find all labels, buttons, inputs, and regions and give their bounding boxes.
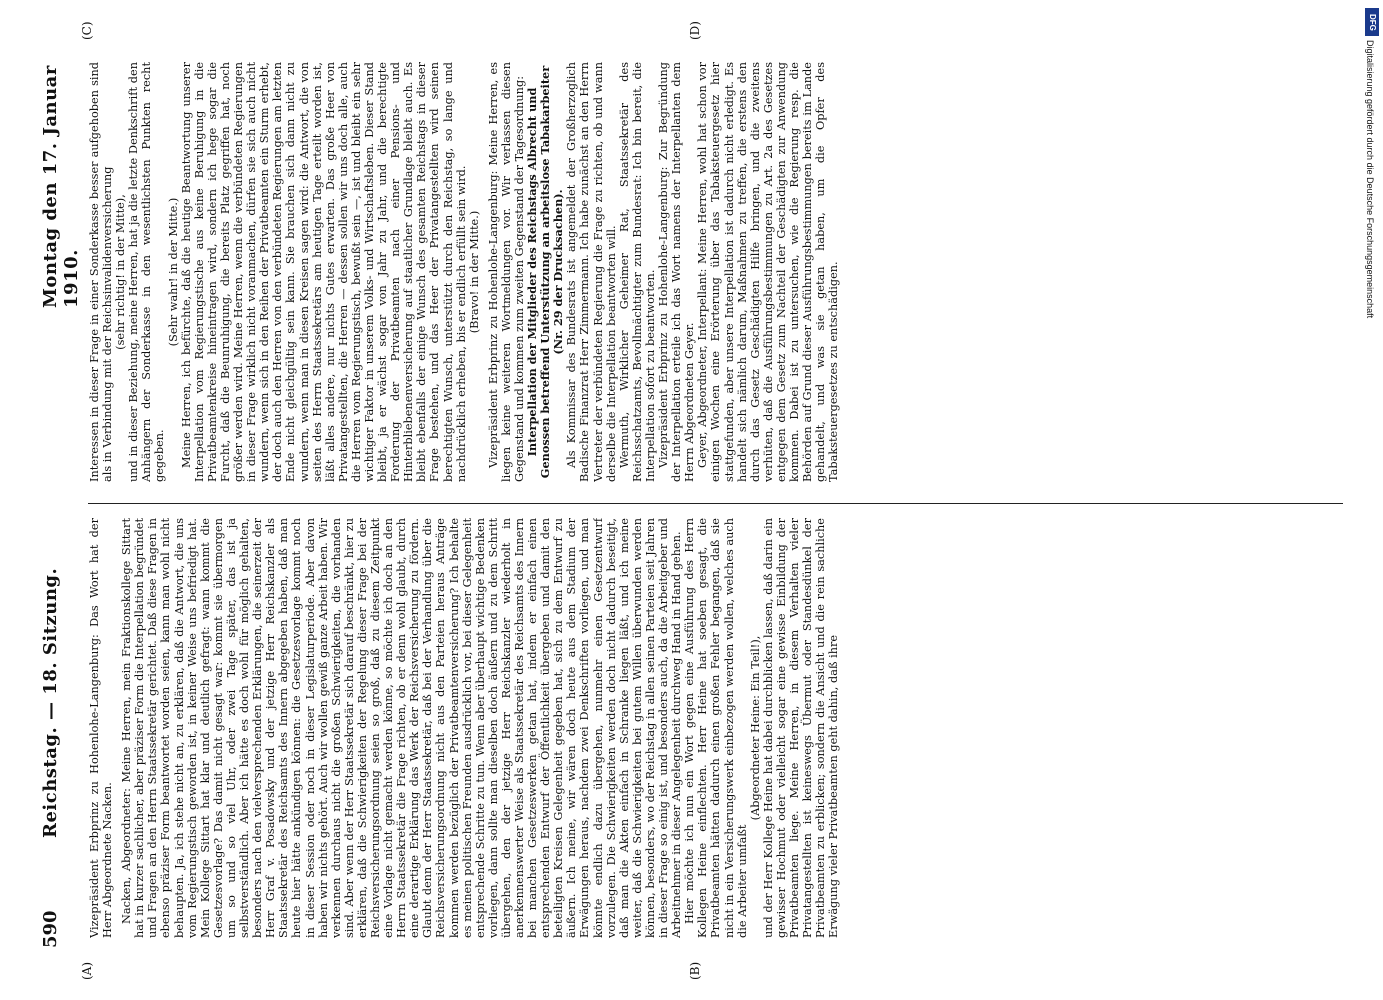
session-title: Reichstag. — 18. Sitzung. (40, 567, 61, 838)
margin-marker-d: (D) (688, 21, 702, 40)
interjection: (sehr richtig! in der Mitte), (114, 194, 128, 350)
paragraph: Geyer, Abgeordneter, Interpellant: Meine Herren, wohl hat schon vor einigen Wochen eine Erörterung über das Tabaksteuergesetz hier stattgefunden, aber unsere Interpellation ist dadurch nicht erledigt. Es handelt sich nämlich darum, Maßnahmen zu treffen, die erstens den durch das Gesetz Geschädigten Hilfe bringen, und die zweitens verhüten, daß die Ausführungsbestimmungen zu Art. 2a des Gesetzes entgegen dem Gesetz zum Nachteil der Geschädigten zur Anwendung kommen. Dabei ist zu untersuchen, wie die Regierung resp. die Behörden auf Grund dieser Ausführungsbestimmungen bereits im Lande gehandelt, und was sie getan haben, um die Opfer des Tabaksteuergesetzes zu entschädigen. (696, 62, 841, 482)
digitization-credit (1363, 40, 1377, 740)
paragraph: Vizepräsident Erbprinz zu Hohenlohe-Langenburg: Meine Herren, es liegen keine weiteren Wortmeldungen vor. Wir verlassen diesen Gegenstand und kommen zum zweiten Gegenstand der Tagesordnung: (486, 62, 526, 482)
credit-text: Digitalisierung gefördert durch die Deutsche Forschungsgemeinschaft (1365, 40, 1375, 319)
paragraph: und der Herr Kollege Heine hat dabei durchblicken lassen, daß darin ein gewisser Hochmut oder vielleicht sogar eine gewisse Einbildung der Privatbeamten liege. Meine Herren, in diesem Verhalten vieler Privatangestellten ist keineswegs Übermut oder Standesdünkel der Privatbeamten zu erblicken; sondern die Ansicht und die rein sachliche Erwägung vieler Privatbeamten geht dahin, daß ihre (761, 518, 841, 938)
paragraph: und in dieser Beziehung, meine Herren, hat ja die letzte Denkschrift den Anhängern der Sonderkasse in den wesentlichsten Punkten recht gegeben. (127, 62, 167, 482)
agenda-item: Interpellation der Mitglieder des Reichstags Albrecht und Genossen betreffend Unterstützung an arbeitslose Tabakarbeiter (Nr. 29 der Drucksachen). (525, 65, 566, 479)
paragraph: Meine Herren, ich befürchte, daß die heutige Beantwortung unserer Interpellation vom Regierungstische aus keine Beruhigung in die Privatbeamtenkreise hineintragen wird, sondern ich hege sogar die Furcht, daß die Beunruhigung, die bereits Platz gegriffen hat, noch größer werden wird. Meine Herren, wenn die verbündeten Regierungen in dieser Frage wirklich nicht voranmachen, dürfen sie sich auch nicht wundern, wenn sich in den Reihen der Privatbeamten ein Sturm erhebt, der doch auch den Herren von den verbündeten Regierungen am letzten Ende nicht gleichgültig sein kann. Sie brauchen sich dann nicht zu wundern, wenn man in diesen Kreisen sagen wird: die Antwort, die von seiten des Herrn Staatssekretärs am heutigen Tage erteilt worden ist, läßt alles andere, nur nichts Gutes erwarten. Das große Heer von Privatangestellten, die Herren — dessen sollen wir uns doch alle, auch die Herren vom Regierungstisch, bewußt sein —, ist und bleibt ein sehr wichtiger Faktor in unserem Volks- und Wirtschaftsleben. Dieser Stand bleibt, ja er wächst sogar von Jahr zu Jahr, und die berechtigte Forderung der Privatbeamten nach einer Pensions- und Hinterbliebenenversicherung auf staatlicher Grundlage bleibt auch. Es bleibt ebenfalls der einige Wunsch des gesamten Reichstags in dieser Frage bestehen, und das Heer der Privatangestellten wird seinen berechtigten Wunsch, unterstützt durch den Reichstag, so lange und nachdrücklich erheben, bis er endlich erfüllt sein wird. (179, 62, 468, 482)
paragraph: Vizepräsident Erbprinz zu Hohenlohe-Langenburg: Zur Begründung der Interpellation erteile ich das Wort namens der Interpellanten dem Herrn Abgeordneten Geyer. (657, 62, 697, 482)
page-number: 590 (40, 910, 61, 948)
paragraph: Hier möchte ich nun ein Wort gegen eine Ausführung des Herrn Kollegen Heine einflechten. Herr Heine hat soeben gesagt, die Privatbeamten hätten dadurch einen großen Fehler begangen, daß sie nicht in ein Versicherungswerk einbezogen werden wollen, welches auch die Arbeiter umfaßt (683, 518, 749, 938)
paragraph: Als Kommissar des Bundesrats ist angemeldet der Großherzoglich Badische Finanzrat Herr Zimmermann. Ich habe zunächst an den Herrn Vertreter der verbündeten Regierung die Frage zu richten, ob und wann derselbe die Interpellation beantworten will. (565, 62, 618, 482)
left-column (88, 518, 1383, 938)
page-header (40, 48, 82, 948)
paragraph: Nacken, Abgeordneter: Meine Herren, mein Fraktionskollege Sittart hat in kurzer sachlicher, aber präziser Form die Interpellation begründet und Fragen an den Herrn Staatssekretär gerichtet. Daß diese Fragen in ebenso präziser Form beantwortet worden seien, kann man wohl nicht behaupten. Ja, ich stehe nicht an, zu erklären, daß die Antwort, die uns vom Regierungstisch geworden ist, in keiner Weise uns befriedigt hat. Mein Kollege Sittart hat klar und deutlich gefragt: wann kommt die Gesetzesvorlage? Das damit nicht gesagt war: kommt sie übermorgen um so und so viel Uhr, oder zwei Tage später, das ist ja selbstverständlich. Aber ich hätte es doch wohl für möglich gehalten, besonders nach den vielversprechenden Erklärungen, die seinerzeit der Herr Graf v. Posadowsky und der jetzige Herr Reichskanzler als Staatssekretär des Reichsamts des Innern abgegeben haben, daß man heute hier hätte ankündigen können: die Gesetzesvorlage kommt noch in dieser Session oder noch in dieser Legislaturperiode. Aber davon haben wir nichts gehört. Auch wir wollen gewiß ganze Arbeit haben. Wir verkennen durchaus nicht die großen Schwierigkeiten, die vorhanden sind. Aber wenn der Herr Staatssekretär sich darauf beschränkt, hier zu erklären, daß die Schwierigkeiten der Regelung dieser Frage bei der Reichsversicherungsordnung seien so groß, daß zu diesem Zeitpunkt eine Vorlage nicht gemacht werden könne, so möchte ich doch an den Herrn Staatssekretär die Frage richten, ob er denn wohl glaubt, durch eine derartige Erklärung das Werk der Reichsversicherung zu fördern. Glaubt denn der Herr Staatssekretär, daß bei der Verhandlung über die Reichsversicherungsordnung nicht aus den Parteien heraus Anträge kommen werden bezüglich der Privatbeamtenversicherung? Ich behalte es meinen politischen Freunden ausdrücklich vor, bei dieser Gelegenheit entsprechende Schritte zu tun. Wenn aber überhaupt wichtige Bedenken vorliegen, dann sollte man dieselben doch äußern und zu dem Schritt übergehen, den der jetzige Herr Reichskanzler wiederholt in anerkennenswerter Weise als Staatssekretär des Reichsamts des Innern bei manchen Gesetzeswerken getan hat, indem er einfach einen entsprechenden Entwurf der Öffentlichkeit übergeben und damit den beteiligten Kreisen Gelegenheit gegeben hat, sich zu dem Entwurf zu äußern. Ich meine, wir wären doch heute aus dem Stadium der Erwägungen heraus, nachdem zwei Denkschriften vorliegen, und man könnte endlich dazu übergehen, nunmehr einen Gesetzentwurf vorzulegen. Die Schwierigkeiten werden doch nicht dadurch beseitigt, daß man die Akten einfach in Schranke liegen läßt, und ich meine weiter, daß die Schwierigkeiten bei gutem Willen überwunden werden können, besonders, wo der Reichstag in allen seinen Parteien seit Jahren in dieser Frage so einig ist, und besonders auch, da die Arbeitgeber und Arbeitnehmer in dieser Angelegenheit durchweg Hand in Hand gehen. (120, 518, 684, 938)
paragraph: Interessen in dieser Frage in einer Sonderkasse besser aufgehoben sind als in Verbindung mit der Reichsinvalidenversicherung (88, 62, 115, 482)
margin-marker-b: (B) (688, 961, 702, 980)
column-divider (88, 503, 1343, 504)
paragraph: Vizepräsident Erbprinz zu Hohenlohe-Langenburg: Das Wort hat der Herr Abgeordnete Nacken. (88, 518, 115, 938)
paragraph: Wermuth, Wirklicher Geheimer Rat, Staatssekretär des Reichsschatzamts, Bevollmächtigter zum Bundesrat: Ich bin bereit, die Interpellation sofort zu beantworten. (617, 62, 657, 482)
interjection: (Abgeordneter Heine: Ein Teil!), (748, 635, 762, 821)
interjection: (Bravo! in der Mitte.) (467, 210, 481, 334)
interjection: (Sehr wahr! in der Mitte.) (166, 197, 180, 347)
margin-marker-a: (A) (80, 961, 94, 980)
session-date: Montag den 17. Januar 1910. (40, 65, 82, 308)
margin-marker-c: (C) (80, 21, 94, 40)
right-column (88, 62, 1383, 482)
dfg-logo: DFG (1365, 8, 1379, 36)
